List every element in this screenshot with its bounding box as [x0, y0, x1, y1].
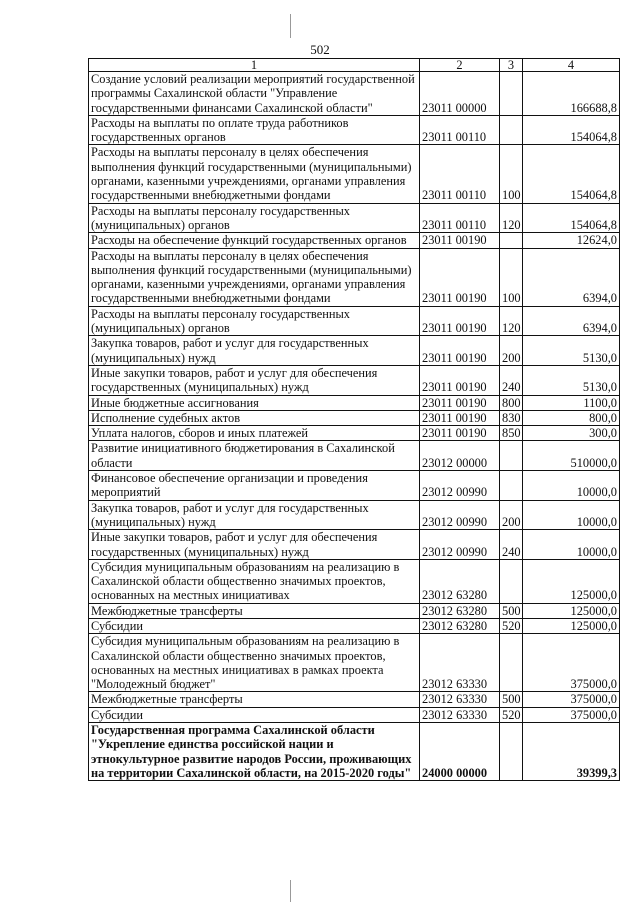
table-row: [89, 530, 620, 560]
row-code: 23011 00190: [420, 233, 500, 248]
row-name: Создание условий реализации мероприятий государственной программы Сахалинской области "Управление государственными финансами Сахалинской области": [89, 72, 420, 116]
row-type: 120: [500, 306, 523, 336]
row-sum: 510000,0: [523, 441, 620, 471]
row-type: 120: [500, 203, 523, 233]
row-name: Расходы на выплаты по оплате труда работников государственных органов: [89, 115, 420, 145]
row-sum: 39399,3: [523, 723, 620, 781]
row-type: [500, 723, 523, 781]
table-row: [89, 365, 620, 395]
row-type: 520: [500, 707, 523, 722]
table-row: [89, 500, 620, 530]
row-name: Закупка товаров, работ и услуг для государственных (муниципальных) нужд: [89, 336, 420, 366]
table-row: [89, 248, 620, 306]
table-row: [89, 410, 620, 425]
row-code: 23012 00990: [420, 471, 500, 501]
row-sum: 125000,0: [523, 603, 620, 618]
page-number: 502: [310, 42, 330, 57]
row-type: [500, 471, 523, 501]
row-code: 23012 00990: [420, 530, 500, 560]
table-row: [89, 395, 620, 410]
row-code: 23011 00190: [420, 365, 500, 395]
row-name: Развитие инициативного бюджетирования в Сахалинской области: [89, 441, 420, 471]
row-type: 240: [500, 530, 523, 560]
table-row: [89, 203, 620, 233]
row-type: 500: [500, 603, 523, 618]
table-row: [89, 603, 620, 618]
row-code: 23012 63280: [420, 618, 500, 633]
row-name: Иные бюджетные ассигнования: [89, 395, 420, 410]
row-type: [500, 115, 523, 145]
row-name: Расходы на выплаты персоналу в целях обеспечения выполнения функций государственными (муниципальными) органами, казенными учреждениями, органами управления государственными внебюджетными фондами: [89, 248, 420, 306]
row-type: [500, 441, 523, 471]
table-row: [89, 723, 620, 781]
table-row: [89, 233, 620, 248]
row-type: [500, 72, 523, 116]
row-code: 23011 00190: [420, 306, 500, 336]
row-name: Межбюджетные трансферты: [89, 603, 420, 618]
row-sum: 375000,0: [523, 692, 620, 707]
row-code: 23011 00190: [420, 248, 500, 306]
row-name: Субсидия муниципальным образованиям на реализацию в Сахалинской области общественно значимых проектов, основанных на местных инициативах: [89, 559, 420, 603]
row-type: 100: [500, 248, 523, 306]
row-type: 850: [500, 426, 523, 441]
row-sum: 5130,0: [523, 336, 620, 366]
row-name: Закупка товаров, работ и услуг для государственных (муниципальных) нужд: [89, 500, 420, 530]
row-code: 23012 63330: [420, 707, 500, 722]
row-name: Финансовое обеспечение организации и проведения мероприятий: [89, 471, 420, 501]
budget-table: [88, 58, 620, 781]
table-row: [89, 115, 620, 145]
row-code: 23011 00190: [420, 336, 500, 366]
row-name: Уплата налогов, сборов и иных платежей: [89, 426, 420, 441]
header-col-1: 1: [89, 59, 420, 72]
row-name: Субсидии: [89, 707, 420, 722]
table-body: [89, 72, 620, 781]
row-sum: 6394,0: [523, 248, 620, 306]
row-type: 240: [500, 365, 523, 395]
row-type: 200: [500, 336, 523, 366]
row-code: 23012 63280: [420, 559, 500, 603]
row-type: [500, 559, 523, 603]
row-code: 23012 63280: [420, 603, 500, 618]
row-type: 800: [500, 395, 523, 410]
row-name: Исполнение судебных актов: [89, 410, 420, 425]
row-type: 100: [500, 145, 523, 203]
row-sum: 125000,0: [523, 618, 620, 633]
row-name: Межбюджетные трансферты: [89, 692, 420, 707]
row-type: [500, 233, 523, 248]
row-sum: 154064,8: [523, 203, 620, 233]
row-code: 23011 00190: [420, 410, 500, 425]
header-col-4: 4: [523, 59, 620, 72]
row-name: Расходы на выплаты персоналу государственных (муниципальных) органов: [89, 306, 420, 336]
row-sum: 154064,8: [523, 145, 620, 203]
row-code: 23011 00190: [420, 426, 500, 441]
row-code: 23012 63330: [420, 634, 500, 692]
row-code: 23012 00990: [420, 500, 500, 530]
row-code: 23011 00110: [420, 115, 500, 145]
row-type: [500, 634, 523, 692]
row-sum: 375000,0: [523, 634, 620, 692]
row-sum: 166688,8: [523, 72, 620, 116]
row-sum: 10000,0: [523, 530, 620, 560]
row-name: Иные закупки товаров, работ и услуг для обеспечения государственных (муниципальных) нужд: [89, 365, 420, 395]
row-sum: 10000,0: [523, 500, 620, 530]
table-row: [89, 336, 620, 366]
table-row: [89, 145, 620, 203]
row-sum: 375000,0: [523, 707, 620, 722]
header-col-2: 2: [420, 59, 500, 72]
row-name: Расходы на обеспечение функций государственных органов: [89, 233, 420, 248]
row-sum: 300,0: [523, 426, 620, 441]
row-code: 23011 00110: [420, 203, 500, 233]
row-sum: 5130,0: [523, 365, 620, 395]
row-type: 520: [500, 618, 523, 633]
header-col-3: 3: [500, 59, 523, 72]
row-sum: 1100,0: [523, 395, 620, 410]
row-name: Субсидия муниципальным образованиям на реализацию в Сахалинской области общественно значимых проектов, основанных на местных инициативах в рамках проекта "Молодежный бюджет": [89, 634, 420, 692]
row-sum: 12624,0: [523, 233, 620, 248]
row-code: 24000 00000: [420, 723, 500, 781]
scan-mark-bottom: [290, 880, 291, 902]
table-row: [89, 306, 620, 336]
row-sum: 6394,0: [523, 306, 620, 336]
table-row: [89, 441, 620, 471]
row-name: Расходы на выплаты персоналу в целях обеспечения выполнения функций государственными (муниципальными) органами, казенными учреждениями, органами управления государственными внебюджетными фондами: [89, 145, 420, 203]
table-row: [89, 72, 620, 116]
row-type: 830: [500, 410, 523, 425]
table-row: [89, 559, 620, 603]
row-type: 500: [500, 692, 523, 707]
row-type: 200: [500, 500, 523, 530]
row-code: 23011 00000: [420, 72, 500, 116]
table-row: [89, 634, 620, 692]
row-name: Субсидии: [89, 618, 420, 633]
row-code: 23011 00190: [420, 395, 500, 410]
scan-mark-top: [290, 14, 291, 38]
table-row: [89, 618, 620, 633]
table-row: [89, 707, 620, 722]
row-code: 23012 63330: [420, 692, 500, 707]
row-name: Государственная программа Сахалинской области "Укрепление единства российской нации и этнокультурное развитие народов России, проживающих на территории Сахалинской области, на 2015-2020 годы": [89, 723, 420, 781]
table-header-row: [89, 59, 620, 72]
row-sum: 125000,0: [523, 559, 620, 603]
row-name: Иные закупки товаров, работ и услуг для обеспечения государственных (муниципальных) нужд: [89, 530, 420, 560]
row-code: 23012 00000: [420, 441, 500, 471]
row-sum: 10000,0: [523, 471, 620, 501]
row-name: Расходы на выплаты персоналу государственных (муниципальных) органов: [89, 203, 420, 233]
table-row: [89, 426, 620, 441]
row-code: 23011 00110: [420, 145, 500, 203]
row-sum: 800,0: [523, 410, 620, 425]
table-row: [89, 692, 620, 707]
table-row: [89, 471, 620, 501]
row-sum: 154064,8: [523, 115, 620, 145]
